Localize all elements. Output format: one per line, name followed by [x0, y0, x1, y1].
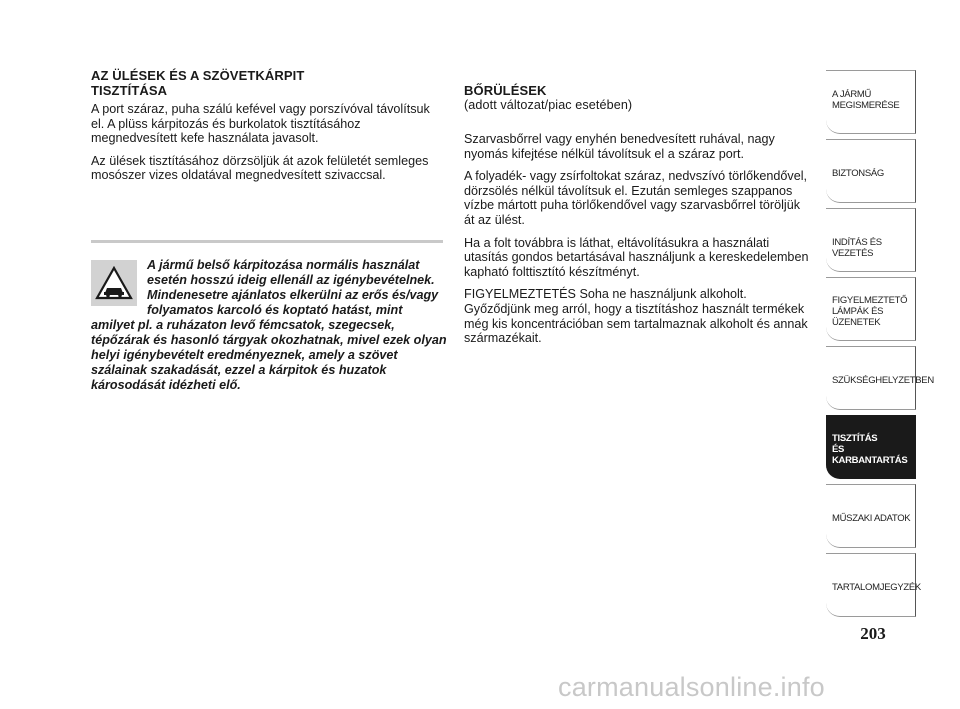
tab-label: MŰSZAKI ADATOK	[832, 513, 911, 524]
tab-label: TARTALOMJEGYZÉK	[832, 582, 921, 593]
tab-technical-data[interactable]	[826, 484, 916, 548]
tab-vehicle[interactable]	[826, 70, 916, 134]
tab-warning-lights[interactable]	[826, 277, 916, 341]
middle-column	[464, 68, 812, 354]
tab-maintenance[interactable]	[826, 415, 916, 479]
warning-triangle-car-icon	[91, 260, 137, 306]
heading-subtitle: (adott változat/piac esetében)	[464, 98, 633, 112]
tab-label: A JÁRMŰ MEGISMERÉSE	[832, 89, 900, 111]
paragraph: A folyadék- vagy zsírfoltokat száraz, nedvszívó törlőkendővel, dörzsölés nélkül távolítsuk el. Ezután semleges szappanos vízbe mártott puha törlőkendővel vagy szarvasbőrrel töröljük át az ülést.	[464, 169, 807, 227]
tab-emergency[interactable]	[826, 346, 934, 410]
tab-label: SZÜKSÉGHELYZETBEN	[832, 375, 934, 386]
tab-contents[interactable]	[826, 553, 921, 617]
tab-starting-driving[interactable]	[826, 208, 916, 272]
paragraph: A port száraz, puha szálú kefével vagy porszívóval távolítsuk el. A plüss kárpitozás és burkolatok tisztításához megnedvesített kefe használata javasolt.	[91, 102, 430, 146]
tab-label: INDÍTÁS ÉS VEZETÉS	[832, 237, 882, 259]
page-number: 203	[860, 624, 886, 643]
heading-text: BŐRÜLÉSEK	[464, 83, 547, 98]
warning-text: A jármű belső kárpitozása normális használat esetén hosszú ideig ellenáll az igénybevételnek. Mindenesetre ajánlatos elkerülni az erős és/vagy folyamatos karcoló és koptató hatást, mint amilyet pl. a ruházaton levő fémcsatok, szegecsek, tépőzárak és hasonló tárgyak okozhatnak, mivel ezek olyan helyi igénybevételt eredményeznek, amely a szövet szálainak szakadását, ezzel a kárpitok és huzatok károsodását idézheti elő.	[91, 258, 447, 392]
watermark: carmanualsonline.info	[558, 672, 825, 702]
section-heading-upholstery: AZ ÜLÉSEK ÉS A SZÖVETKÁRPIT TISZTÍTÁSA	[91, 68, 305, 98]
section-heading-leather	[464, 68, 812, 128]
tab-safety[interactable]	[826, 139, 916, 203]
warning-box	[91, 258, 447, 393]
left-column	[91, 68, 443, 191]
paragraph: Ha a folt továbbra is láthat, eltávolításukra a használati utasítás gondos betartásával használjunk a kereskedelemben kapható folttisztító készítményt.	[464, 235, 809, 279]
tab-label: FIGYELMEZTETŐ LÁMPÁK ÉS ÜZENETEK	[832, 295, 908, 328]
tab-label: TISZTÍTÁS ÉS KARBANTARTÁS	[832, 433, 908, 466]
tab-label: BIZTONSÁG	[832, 168, 885, 179]
warning-divider	[91, 240, 443, 243]
paragraph: Szarvasbőrrel vagy enyhén benedvesített ruhával, nagy nyomás kifejtése nélkül távolítsuk el a száraz port.	[464, 132, 775, 161]
paragraph: Az ülések tisztításához dörzsöljük át azok felületét semleges mosószer vizes oldatával megnedvesített szivaccsal.	[91, 153, 429, 183]
paragraph: FIGYELMEZTETÉS Soha ne használjunk alkoholt. Győződjünk meg arról, hogy a tisztításhoz használt termékek még kis koncentrációban sem tartalmaznak alkoholt és annak származékait.	[464, 287, 808, 346]
